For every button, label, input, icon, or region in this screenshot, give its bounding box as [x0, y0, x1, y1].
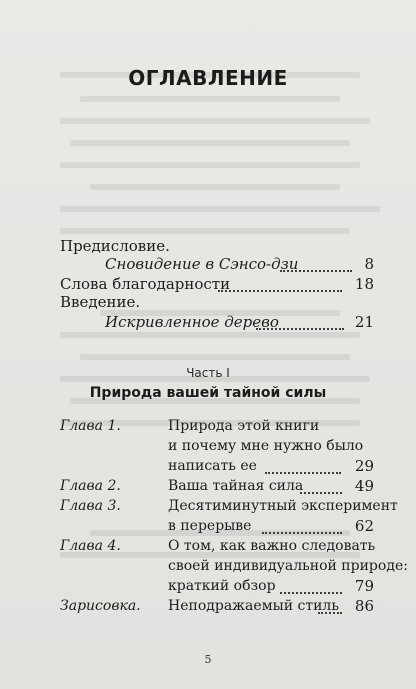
chapter-title-line: краткий обзор — [168, 578, 276, 594]
toc-heading: ОГЛАВЛЕНИЕ — [128, 66, 288, 90]
toc-entry-dream: Сновидение в Сэнсо-дзи — [105, 255, 299, 273]
toc-entry-acknowledgements: Слова благодарности — [60, 275, 231, 293]
dot-leader — [280, 590, 342, 594]
toc-page-crooked-tree: 21 — [354, 313, 374, 331]
chapter-page: 29 — [354, 457, 374, 475]
toc-page-acknowledgements: 18 — [354, 275, 374, 293]
dot-leader — [265, 470, 341, 474]
dot-leader — [262, 530, 342, 534]
chapter-label: Глава 3. — [60, 498, 121, 514]
toc-entry-preface: Предисловие. — [60, 237, 170, 255]
chapter-label: Глава 1. — [60, 418, 121, 434]
part-title: Природа вашей тайной силы — [89, 385, 327, 401]
dot-leader — [218, 288, 342, 292]
chapter-title-line: написать ее — [168, 458, 257, 474]
chapter-title-line: своей индивидуальной природе: — [168, 558, 408, 574]
chapter-title-line: О том, как важно следовать — [168, 538, 376, 554]
chapter-title-line: Неподражаемый стиль — [168, 598, 339, 614]
chapter-label: Зарисовка. — [60, 598, 141, 614]
chapter-page: 79 — [354, 577, 374, 595]
chapter-page: 62 — [354, 517, 374, 535]
toc-page-dream: 8 — [364, 255, 374, 273]
chapter-title-line: и почему мне нужно было — [168, 438, 364, 454]
chapter-title-line: Десятиминутный эксперимент — [168, 498, 398, 514]
part-label: Часть I — [186, 366, 230, 380]
chapter-label: Глава 4. — [60, 538, 121, 554]
page-number: 5 — [204, 653, 212, 666]
toc-entry-introduction: Введение. — [60, 293, 141, 311]
dot-leader — [256, 326, 344, 330]
chapter-title-line: Ваша тайная сила — [168, 478, 304, 494]
chapter-title-line: Природа этой книги — [168, 418, 320, 434]
toc-entry-crooked-tree: Искривленное дерево — [105, 313, 279, 331]
chapter-page: 49 — [354, 477, 374, 495]
chapter-label: Глава 2. — [60, 478, 121, 494]
chapter-page: 86 — [354, 597, 374, 615]
chapter-title-line: в перерыве — [168, 518, 252, 534]
